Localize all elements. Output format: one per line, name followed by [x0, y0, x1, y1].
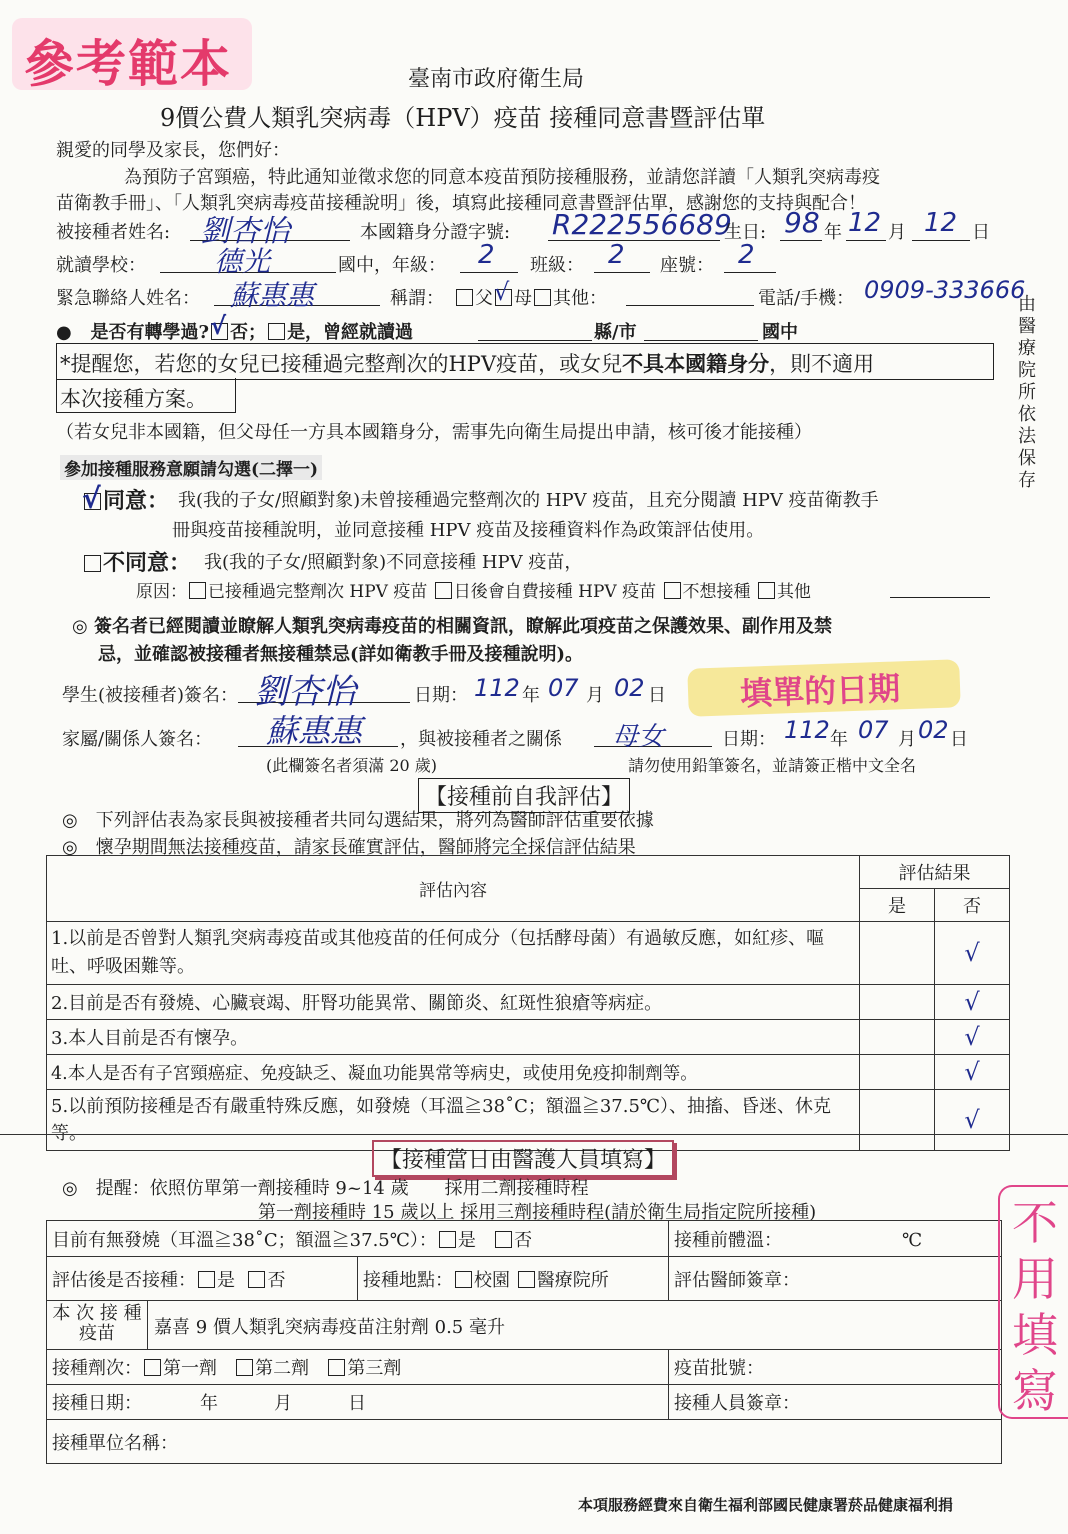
name-value[interactable]: 劉杏怡 — [200, 214, 290, 249]
grade-value[interactable]: 2 — [478, 240, 495, 270]
no-cell-check[interactable]: √ — [935, 1020, 1010, 1055]
student-date-day[interactable]: 02 — [614, 674, 645, 702]
declaration-line-2: 忌，並確認被接種者無接種禁忌(詳如衛教手冊及接種說明)。 — [98, 644, 584, 665]
yes-cell[interactable] — [860, 1055, 935, 1090]
no-cell-check[interactable]: √ — [935, 985, 1010, 1020]
reason-checkbox-1[interactable] — [189, 582, 206, 599]
pen-note: 請勿使用鉛筆簽名，並請簽正楷中文全名 — [628, 756, 917, 775]
yes-cell[interactable] — [860, 985, 935, 1020]
agree-option: √ 同意： — [82, 482, 170, 515]
phone-value[interactable]: 0909-333666 — [864, 276, 1026, 304]
result-header: 評估結果 — [860, 856, 1010, 889]
dob-label: 生日: — [724, 222, 767, 243]
row-text: 5.以前預防接種是否有嚴重特殊反應，如發燒（耳溫≧38˚C；額溫≧37.5℃）、抽搐、昏迷、休克等。 — [47, 1090, 860, 1151]
staff-reminder-2: 第一劑接種時 15 歲以上 採用三劑接種時程(請於衛生局指定院所接種) — [258, 1202, 817, 1223]
student-sign-label: 學生(被接種者)簽名： — [62, 685, 239, 706]
unit-name-cell[interactable]: 接種單位名稱： — [47, 1420, 1002, 1464]
no-cell-check[interactable]: √ — [935, 1055, 1010, 1090]
content-header: 評估內容 — [47, 856, 860, 922]
relation-value[interactable]: 母女 — [612, 722, 665, 752]
assessment-note-2: ◎ 懷孕期間無法接種疫苗，請家長確實評估，醫師將完全採信評估結果 — [62, 837, 636, 858]
fever-cell: 目前有無發燒（耳溫≧38˚C；額溫≧37.5℃）： 是 否 — [47, 1221, 669, 1257]
fever-no-checkbox[interactable] — [495, 1231, 512, 1248]
class-label: 班級： — [530, 255, 584, 276]
declaration-line-1: ◎ 簽名者已經閱讀並瞭解人類乳突病毒疫苗的相關資訊，瞭解此項疫苗之保護效果、副作用及禁 — [72, 616, 832, 637]
section-divider — [0, 1134, 1068, 1135]
table-row — [47, 1055, 1010, 1090]
junior-high-grade-label: 國中，年級： — [338, 255, 446, 276]
greeting: 親愛的同學及家長，您們好： — [56, 140, 290, 161]
footer-note: 本項服務經費來自衛生福利部國民健康署菸品健康福利捐 — [578, 1496, 954, 1514]
reasons-row: 原因： 已接種過完整劑次 HPV 疫苗 日後會自費接種 HPV 疫苗 不想接種 其他 — [136, 582, 811, 602]
dose-cell: 接種劑次： 第一劑 第二劑 第三劑 — [47, 1350, 669, 1385]
month-char-3: 月 — [898, 729, 916, 750]
junior-label: 國中 — [762, 322, 798, 343]
vertical-note: 由醫療院所依法保存 — [1018, 294, 1036, 491]
no-cell-check[interactable]: √ — [935, 1090, 1010, 1151]
student-date-year[interactable]: 112 — [474, 674, 520, 702]
reason-checkbox-4[interactable] — [758, 582, 775, 599]
self-assessment-title: 【接種前自我評估】 — [418, 778, 630, 813]
row-text: 3.本人目前是否有懷孕。 — [47, 1020, 860, 1055]
location-cell: 接種地點： 校園 醫療院所 — [358, 1257, 669, 1301]
guardian-sign-label: 家屬/關係人簽名： — [62, 729, 213, 750]
year-char: 年 — [824, 222, 842, 243]
student-sign-value[interactable]: 劉杏怡 — [254, 672, 356, 712]
day-char-2: 日 — [648, 685, 666, 706]
yes-cell[interactable] — [860, 1020, 935, 1055]
contact-value[interactable]: 蘇惠惠 — [230, 279, 315, 312]
month-char-2: 月 — [586, 685, 604, 706]
intro-line-1: 為預防子宮頸癌，特此通知並徵求您的同意本疫苗預防接種服務，並請您詳讀「人類乳突病毒疫 — [124, 167, 880, 188]
agree-text-2: 冊與疫苗接種說明，並同意接種 HPV 疫苗及接種資料作為政策評估使用。 — [172, 520, 765, 541]
other-relation-checkbox[interactable] — [534, 289, 551, 306]
guardian-date-month[interactable]: 07 — [858, 716, 889, 744]
fill-date-highlight: 填單的日期 — [687, 659, 961, 716]
title-label: 稱謂： — [390, 288, 444, 309]
dose2-checkbox[interactable] — [236, 1359, 253, 1376]
agency-name: 臺南市政府衛生局 — [408, 67, 585, 92]
county-label: 縣/市 — [594, 322, 637, 343]
contact-label: 緊急聯絡人姓名： — [56, 288, 200, 309]
reason-checkbox-2[interactable] — [435, 582, 452, 599]
row-text: 2.目前是否有發燒、心臟衰竭、肝腎功能異常、關節炎、紅斑性狼瘡等病症。 — [47, 985, 860, 1020]
name-label: 被接種者姓名: — [56, 222, 171, 243]
vaccinate-no-checkbox[interactable] — [248, 1271, 265, 1288]
staff-table — [46, 1220, 1002, 1464]
phone-label: 電話/手機： — [758, 288, 855, 309]
table-row — [47, 985, 1010, 1020]
yes-cell[interactable] — [860, 1090, 935, 1151]
form-title: 9價公費人類乳突病毒（HPV）疫苗 接種同意書暨評估單 — [160, 104, 766, 132]
guardian-sign-value[interactable]: 蘇惠惠 — [266, 712, 363, 750]
doctor-sign-cell[interactable]: 評估醫師簽章： — [669, 1257, 1002, 1301]
relation-options: 父 √ 母 其他： — [454, 284, 607, 310]
day-char-3: 日 — [950, 729, 968, 750]
month-char: 月 — [888, 222, 906, 243]
agree-checkbox[interactable]: √ — [82, 482, 101, 515]
disagree-text: 我(我的子女/照顧對象)不同意接種 HPV 疫苗， — [204, 552, 583, 573]
disagree-checkbox[interactable] — [84, 555, 101, 572]
seat-label: 座號： — [660, 255, 714, 276]
student-date-label: 日期： — [414, 685, 468, 706]
table-row — [47, 922, 1010, 985]
no-fill-stamp: 不用填寫 — [998, 1185, 1068, 1419]
vaccinate-cell: 評估後是否接種： 是 否 — [47, 1257, 358, 1301]
id-label: 本國籍身分證字號: — [360, 222, 511, 243]
dose1-checkbox[interactable] — [144, 1359, 161, 1376]
relation-label: ，與被接種者之關係 — [400, 729, 562, 750]
staff-section-title: 【接種當日由醫護人員填寫】 — [372, 1140, 674, 1177]
father-checkbox[interactable] — [456, 289, 473, 306]
lot-cell[interactable]: 疫苗批號： — [669, 1350, 1002, 1385]
guardian-date-label: 日期： — [722, 729, 776, 750]
seat-value[interactable]: 2 — [738, 240, 755, 270]
school-value[interactable]: 德光 — [214, 245, 271, 278]
yes-cell[interactable] — [860, 922, 935, 985]
dob-year[interactable]: 98 — [784, 206, 820, 239]
yes-header: 是 — [860, 889, 935, 922]
notice-line-2: 本次接種方案。 — [60, 387, 207, 411]
guardian-date-day[interactable]: 02 — [918, 716, 949, 744]
willingness-title: 參加接種服務意願請勾選(二擇一) — [60, 455, 322, 480]
disagree-option: 不同意： — [82, 546, 191, 577]
vaccine-row: 本 次 接 種 疫苗 嘉喜 9 價人類乳突病毒疫苗注射劑 0.5 毫升 — [47, 1301, 1002, 1350]
school-label: 就讀學校： — [56, 255, 146, 276]
age-note: (此欄簽名者須滿 20 歲) — [266, 756, 438, 775]
year-char-2: 年 — [522, 685, 540, 706]
row-text: 1.以前是否曾對人類乳突病毒疫苗或其他疫苗的任何成分（包括酵母菌）有過敏反應，如紅疹、嘔吐、呼吸困難等。 — [47, 922, 860, 985]
school-checkbox[interactable] — [455, 1271, 472, 1288]
reason-checkbox-3[interactable] — [664, 582, 681, 599]
assessment-table — [46, 855, 1010, 1151]
dose3-checkbox[interactable] — [328, 1359, 345, 1376]
class-value[interactable]: 2 — [608, 240, 625, 270]
clinic-checkbox[interactable] — [518, 1271, 535, 1288]
mother-checkbox[interactable]: √ — [495, 289, 512, 306]
transfer-question: ● 是否有轉學過? √ 否； 是，曾經就讀過 — [56, 312, 414, 343]
vaccination-date-cell[interactable]: 接種日期： 年 月 日 — [47, 1385, 669, 1420]
temp-cell[interactable]: 接種前體溫： ℃ — [669, 1221, 1002, 1257]
day-char: 日 — [972, 222, 990, 243]
transfer-yes-checkbox[interactable] — [268, 323, 285, 340]
row-text: 4.本人是否有子宮頸癌症、免疫缺乏、凝血功能異常等病史，或使用免疫抑制劑等。 — [47, 1055, 860, 1090]
intro-line-2: 苗衛教手冊」、「人類乳突病毒疫苗接種說明」後，填寫此接種同意書暨評估單，感謝您的支持與配合！ — [56, 193, 866, 214]
assessment-note-1: ◎ 下列評估表為家長與被接種者共同勾選結果，將列為醫師評估重要依據 — [62, 810, 654, 831]
guardian-date-year[interactable]: 112 — [784, 716, 830, 744]
non-citizen-note: （若女兒非本國籍，但父母任一方具本國籍身分，需事先向衛生局提出申請，核可後才能接種） — [56, 422, 812, 443]
vaccinate-yes-checkbox[interactable] — [198, 1271, 215, 1288]
no-header: 否 — [935, 889, 1010, 922]
year-char-3: 年 — [830, 729, 848, 750]
staff-reminder-1: ◎ 提醒：依照仿單第一劑接種時 9~14 歲 採用二劑接種時程 — [62, 1178, 589, 1199]
reference-sample-stamp: 參考範本 — [12, 18, 252, 90]
no-cell-check[interactable]: √ — [935, 922, 1010, 985]
transfer-no-checkbox[interactable]: √ — [210, 312, 227, 340]
id-value[interactable]: R222556689 — [552, 208, 732, 241]
dob-day[interactable]: 12 — [924, 208, 958, 238]
agree-text-1: 我(我的子女/照顧對象)未曾接種過完整劑次的 HPV 疫苗，且充分閱讀 HPV 疫苗衛教手 — [178, 490, 879, 511]
table-row — [47, 1020, 1010, 1055]
notice-line-1: *提醒您，若您的女兒已接種過完整劑次的HPV疫苗，或女兒不具本國籍身分，則不適用 — [60, 351, 875, 376]
vaccine-value: 嘉喜 9 價人類乳突病毒疫苗注射劑 0.5 毫升 — [154, 1317, 505, 1338]
dob-month[interactable]: 12 — [848, 208, 882, 238]
student-date-month[interactable]: 07 — [548, 674, 579, 702]
fever-yes-checkbox[interactable] — [439, 1231, 456, 1248]
staff-sign-cell[interactable]: 接種人員簽章： — [669, 1385, 1002, 1420]
